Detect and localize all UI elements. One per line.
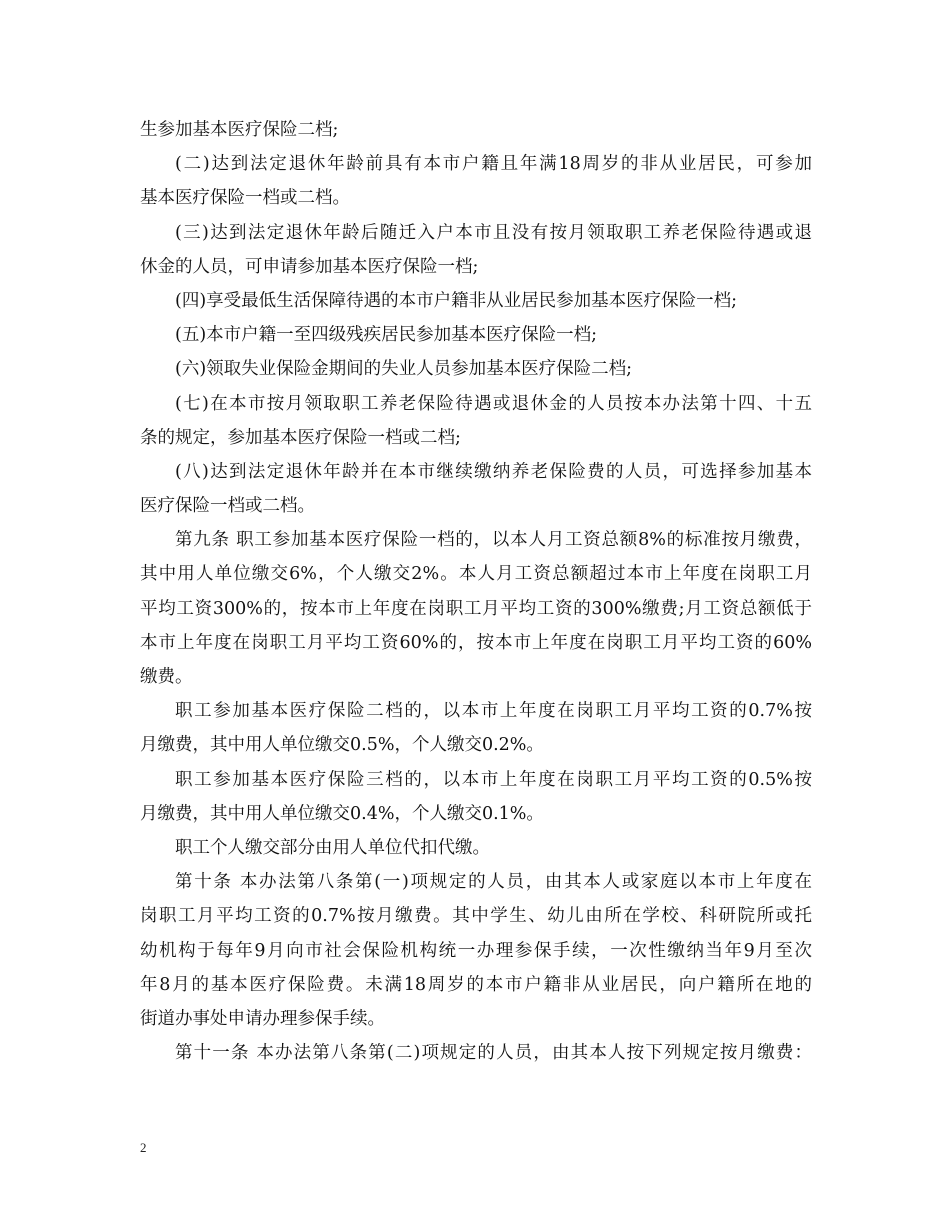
text-line: 第九条 职工参加基本医疗保险一档的，以本人月工资总额8%的标准按月缴费，	[175, 530, 812, 551]
body-text	[140, 113, 812, 1070]
text-line: 基本医疗保险一档或二档。	[140, 188, 350, 209]
text-line: 幼机构于每年9月向市社会保险机构统一办理参保手续，一次性缴纳当年9月至次	[140, 940, 812, 961]
text-line: 第十一条 本办法第八条第(二)项规定的人员，由其本人按下列规定按月缴费：	[175, 1043, 812, 1064]
page-number: 2	[140, 1140, 147, 1155]
text-line: 岗职工月平均工资的0.7%按月缴费。其中学生、幼儿由所在学校、科研院所或托	[140, 906, 812, 927]
text-line: 医疗保险一档或二档。	[140, 496, 315, 517]
text-line: (七)在本市按月领取职工养老保险待遇或退休金的人员按本办法第十四、十五	[175, 393, 812, 414]
text-line: 年8月的基本医疗保险费。未满18周岁的本市户籍非从业居民，向户籍所在地的	[140, 974, 812, 995]
text-line: (五)本市户籍一至四级残疾居民参加基本医疗保险一档;	[175, 325, 598, 346]
text-line: 缴费。	[140, 667, 193, 687]
text-line: 职工个人缴交部分由用人单位代扣代缴。	[175, 837, 490, 858]
text-line: (三)达到法定退休年龄后随迁入户本市且没有按月领取职工养老保险待遇或退	[175, 222, 812, 243]
text-line: 休金的人员，可申请参加基本医疗保险一档;	[140, 256, 479, 277]
text-line: (八)达到法定退休年龄并在本市继续缴纳养老保险费的人员，可选择参加基本	[175, 461, 812, 482]
text-line: 月缴费，其中用人单位缴交0.5%，个人缴交0.2%。	[140, 735, 544, 756]
text-line: (四)享受最低生活保障待遇的本市户籍非从业居民参加基本医疗保险一档;	[175, 290, 738, 311]
text-line: 第十条 本办法第八条第(一)项规定的人员，由其本人或家庭以本市上年度在	[175, 872, 812, 893]
text-line: 街道办事处申请办理参保手续。	[140, 1008, 385, 1029]
text-line: 职工参加基本医疗保险二档的，以本市上年度在岗职工月平均工资的0.7%按	[175, 701, 812, 722]
text-line: 平均工资300%的，按本市上年度在岗职工月平均工资的300%缴费;月工资总额低于	[140, 598, 812, 619]
text-line: 本市上年度在岗职工月平均工资60%的，按本市上年度在岗职工月平均工资的60%	[140, 632, 812, 653]
text-line: 条的规定，参加基本医疗保险一档或二档;	[140, 427, 461, 448]
text-line: (六)领取失业保险金期间的失业人员参加基本医疗保险二档;	[175, 359, 633, 380]
text-line: 其中用人单位缴交6%，个人缴交2%。本人月工资总额超过本市上年度在岗职工月	[140, 564, 812, 585]
text-line: 职工参加基本医疗保险三档的，以本市上年度在岗职工月平均工资的0.5%按	[175, 769, 812, 790]
text-line: 月缴费，其中用人单位缴交0.4%，个人缴交0.1%。	[140, 803, 544, 824]
text-line: 生参加基本医疗保险二档;	[140, 120, 339, 140]
text-line: (二)达到法定退休年龄前具有本市户籍且年满18周岁的非从业居民，可参加	[175, 154, 812, 175]
